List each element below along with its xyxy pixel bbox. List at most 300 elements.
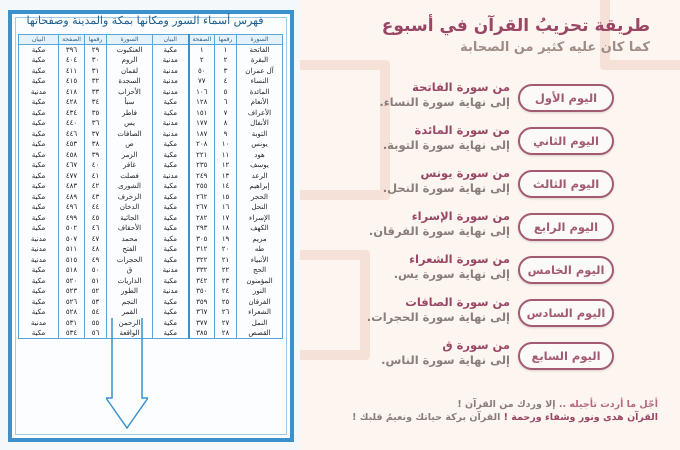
- surah-number-cell: ١٩: [215, 234, 237, 245]
- surah-page-cell: ٤١٥: [59, 76, 85, 87]
- surah-type-cell: مدنية: [153, 265, 189, 276]
- range-to: إلى نهاية سورة الناس.: [381, 353, 510, 367]
- surah-name-cell: ص: [107, 139, 153, 150]
- surah-name-cell: الصافات: [107, 129, 153, 140]
- surah-type-cell: مكية: [19, 265, 59, 276]
- surah-type-cell: مكية: [153, 181, 189, 192]
- range-from: من سورة المائدة: [414, 123, 510, 137]
- surah-page-cell: ١٢٨: [189, 97, 215, 108]
- surah-type-cell: مكية: [19, 55, 59, 66]
- surah-type-cell: مدنية: [19, 87, 59, 98]
- surah-name-cell: الروم: [107, 55, 153, 66]
- surah-name-cell: المؤمنون: [237, 276, 283, 287]
- surah-number-cell: ٤: [215, 76, 237, 87]
- footer-line-2a: القرآن هدى ونور وشفاء ورحمة !: [503, 412, 658, 423]
- surah-type-cell: مدنية: [153, 66, 189, 77]
- surah-page-cell: ٢: [189, 55, 215, 66]
- table-row: [19, 192, 283, 203]
- table-row: [19, 139, 283, 150]
- surah-page-cell: ٣٥٠: [189, 286, 215, 297]
- surah-name-cell: البقرة: [237, 55, 283, 66]
- surah-type-cell: مكية: [19, 97, 59, 108]
- surah-type-cell: مكية: [153, 150, 189, 161]
- surah-name-cell: الفاتحة: [237, 45, 283, 56]
- surah-number-cell: ٥: [215, 87, 237, 98]
- surah-number-cell: ١٣: [215, 171, 237, 182]
- surah-number-cell: ٤٧: [85, 234, 107, 245]
- surah-number-cell: ٤٠: [85, 160, 107, 171]
- surah-number-cell: ٤٦: [85, 223, 107, 234]
- surah-type-cell: مكية: [153, 223, 189, 234]
- surah-name-cell: الجاثية: [107, 213, 153, 224]
- header-page: الصفحة: [59, 35, 85, 45]
- surah-number-cell: ٣٩: [85, 150, 107, 161]
- surah-name-cell: غافر: [107, 160, 153, 171]
- surah-page-cell: ١٠٦: [189, 87, 215, 98]
- surah-number-cell: ٢٠: [215, 244, 237, 255]
- surah-number-cell: ١٤: [215, 181, 237, 192]
- surah-type-cell: مكية: [19, 76, 59, 87]
- surah-number-cell: ٢٥: [215, 297, 237, 308]
- surah-name-cell: الذاريات: [107, 276, 153, 287]
- surah-number-cell: ١٢: [215, 160, 237, 171]
- surah-type-cell: مدنية: [153, 129, 189, 140]
- surah-page-cell: ٢٠٨: [189, 139, 215, 150]
- surah-name-cell: الأعراف: [237, 108, 283, 119]
- surah-page-cell: ١٧٧: [189, 118, 215, 129]
- surah-type-cell: مكية: [153, 45, 189, 56]
- surah-type-cell: مكية: [19, 66, 59, 77]
- surah-page-cell: ٢٣٥: [189, 160, 215, 171]
- surah-page-cell: ٥٢٣: [59, 286, 85, 297]
- header-type: البيان: [153, 35, 189, 45]
- surah-number-cell: ٥٦: [85, 328, 107, 339]
- surah-name-cell: القمر: [107, 307, 153, 318]
- surah-name-cell: العنكبوت: [107, 45, 153, 56]
- surah-type-cell: مدنية: [153, 87, 189, 98]
- range-from: من سورة الإسراء: [411, 209, 510, 223]
- footer-line-1: [318, 398, 658, 411]
- day-range-text: [330, 166, 510, 196]
- surah-page-cell: ٣٤٢: [189, 276, 215, 287]
- surah-name-cell: آل عمران: [237, 66, 283, 77]
- surah-type-cell: مكية: [153, 202, 189, 213]
- surah-type-cell: مكية: [19, 150, 59, 161]
- surah-type-cell: مكية: [153, 276, 189, 287]
- surah-name-cell: التوبة: [237, 129, 283, 140]
- index-title: فهرس أسماء السور ومكانها بمكة والمدينة وصفحاتها: [26, 14, 264, 27]
- weekly-plan-panel: [300, 0, 680, 450]
- surah-type-cell: مكية: [19, 328, 59, 339]
- surah-page-cell: ٧٧: [189, 76, 215, 87]
- surah-page-cell: ٤٩٩: [59, 213, 85, 224]
- surah-number-cell: ١٠: [215, 139, 237, 150]
- surah-type-cell: مكية: [153, 307, 189, 318]
- table-row: [19, 223, 283, 234]
- surah-page-cell: ٣٠٥: [189, 234, 215, 245]
- surah-type-cell: مكية: [153, 108, 189, 119]
- surah-number-cell: ٢٢: [215, 265, 237, 276]
- surah-name-cell: السجدة: [107, 76, 153, 87]
- range-to: إلى نهاية سورة الفرقان.: [368, 224, 510, 238]
- surah-page-cell: ٢٦٢: [189, 192, 215, 203]
- surah-type-cell: مكية: [19, 139, 59, 150]
- table-row: [19, 181, 283, 192]
- surah-number-cell: ٣٥: [85, 108, 107, 119]
- surah-number-cell: ٣٠: [85, 55, 107, 66]
- surah-type-cell: مكية: [19, 192, 59, 203]
- surah-name-cell: المائدة: [237, 87, 283, 98]
- surah-number-cell: ٢٨: [215, 328, 237, 339]
- surah-number-cell: ٢٤: [215, 286, 237, 297]
- day-range-text: [330, 252, 510, 282]
- surah-name-cell: الرحمن: [107, 318, 153, 329]
- surah-name-cell: لقمان: [107, 66, 153, 77]
- surah-number-cell: ٣١: [85, 66, 107, 77]
- surah-page-cell: ١٥١: [189, 108, 215, 119]
- surah-name-cell: محمد: [107, 234, 153, 245]
- surah-page-cell: ٤٥٣: [59, 139, 85, 150]
- table-row: [19, 87, 283, 98]
- surah-type-cell: مكية: [153, 97, 189, 108]
- surah-page-cell: ١: [189, 45, 215, 56]
- table-row: [19, 234, 283, 245]
- footer-line-1b: إلا وردك من القرآن !: [457, 399, 556, 410]
- surah-number-cell: ٦: [215, 97, 237, 108]
- surah-number-cell: ٢٦: [215, 307, 237, 318]
- surah-page-cell: ٣٥٩: [189, 297, 215, 308]
- surah-page-cell: ٤٨٣: [59, 181, 85, 192]
- surah-name-cell: الأنبياء: [237, 255, 283, 266]
- surah-page-cell: ٤٦٧: [59, 160, 85, 171]
- surah-number-cell: ٤٢: [85, 181, 107, 192]
- footer-line-2b: القرآن بركة حياتك ونعيمُ قلبك !: [352, 412, 501, 423]
- table-row: [19, 244, 283, 255]
- surah-name-cell: القصص: [237, 328, 283, 339]
- table-header-row: [19, 35, 283, 45]
- surah-number-cell: ٥٣: [85, 297, 107, 308]
- range-from: من سورة الشعراء: [409, 252, 510, 266]
- surah-name-cell: يس: [107, 118, 153, 129]
- footer-note: [318, 398, 658, 424]
- range-from: من سورة الفاتحة: [412, 80, 510, 94]
- surah-page-cell: ٣٨٥: [189, 328, 215, 339]
- table-row: [19, 76, 283, 87]
- day-range-text: [330, 295, 510, 325]
- surah-number-cell: ١٦: [215, 202, 237, 213]
- day-range-text: [330, 80, 510, 110]
- surah-page-cell: ٢٢١: [189, 150, 215, 161]
- surah-type-cell: مكية: [19, 286, 59, 297]
- surah-number-cell: ٤٣: [85, 192, 107, 203]
- surah-type-cell: مكية: [19, 108, 59, 119]
- surah-type-cell: مكية: [153, 328, 189, 339]
- header-number: رقمها: [85, 35, 107, 45]
- table-row: [19, 97, 283, 108]
- day-row: [300, 80, 680, 120]
- surah-name-cell: النجم: [107, 297, 153, 308]
- surah-number-cell: ٤٥: [85, 213, 107, 224]
- surah-number-cell: ٧: [215, 108, 237, 119]
- surah-page-cell: ٣٣٢: [189, 265, 215, 276]
- surah-number-cell: ٢: [215, 55, 237, 66]
- surah-page-cell: ٥٢٦: [59, 297, 85, 308]
- day-range-text: [330, 123, 510, 153]
- day-badge: اليوم الأول: [518, 84, 614, 112]
- surah-page-cell: ٢٨٢: [189, 213, 215, 224]
- surah-number-cell: ٣٢: [85, 76, 107, 87]
- page-title: طريقة تحزيبُ القرآن في أسبوع: [381, 16, 650, 36]
- surah-page-cell: ٤٥٨: [59, 150, 85, 161]
- table-row: [19, 118, 283, 129]
- surah-type-cell: مدنية: [19, 244, 59, 255]
- surah-index-table: [18, 34, 283, 339]
- surah-number-cell: ٨: [215, 118, 237, 129]
- surah-name-cell: الكهف: [237, 223, 283, 234]
- table-row: [19, 307, 283, 318]
- day-range-text: [330, 338, 510, 368]
- surah-number-cell: ٢١: [215, 255, 237, 266]
- surah-type-cell: مدنية: [153, 171, 189, 182]
- table-row: [19, 297, 283, 308]
- table-row: [19, 328, 283, 339]
- surah-type-cell: مدنية: [153, 76, 189, 87]
- table-row: [19, 286, 283, 297]
- surah-page-cell: ٥٠: [189, 66, 215, 77]
- header-number: رقمها: [215, 35, 237, 45]
- surah-name-cell: يونس: [237, 139, 283, 150]
- day-badge: اليوم الثالث: [518, 170, 614, 198]
- surah-type-cell: مدنية: [153, 286, 189, 297]
- surah-type-cell: مكية: [153, 255, 189, 266]
- surah-name-cell: الرعد: [237, 171, 283, 182]
- surah-page-cell: ٥٠٧: [59, 234, 85, 245]
- day-row: [300, 166, 680, 206]
- surah-number-cell: ٤٤: [85, 202, 107, 213]
- table-row: [19, 66, 283, 77]
- surah-number-cell: ٥٤: [85, 307, 107, 318]
- surah-name-cell: الأنفال: [237, 118, 283, 129]
- surah-page-cell: ٥٠٢: [59, 223, 85, 234]
- surah-page-cell: ٤١١: [59, 66, 85, 77]
- surah-type-cell: مكية: [153, 213, 189, 224]
- table-row: [19, 160, 283, 171]
- surah-type-cell: مدنية: [153, 55, 189, 66]
- surah-name-cell: الزخرف: [107, 192, 153, 203]
- surah-page-cell: ٢٩٣: [189, 223, 215, 234]
- surah-page-cell: ٥١٥: [59, 255, 85, 266]
- day-range-text: [330, 209, 510, 239]
- surah-name-cell: الإسراء: [237, 213, 283, 224]
- footer-line-2: [318, 411, 658, 424]
- range-to: إلى نهاية سورة النساء.: [379, 95, 510, 109]
- range-to: إلى نهاية سورة النحل.: [382, 181, 510, 195]
- table-row: [19, 150, 283, 161]
- day-row: [300, 338, 680, 378]
- surah-page-cell: ٤٧٧: [59, 171, 85, 182]
- table-row: [19, 171, 283, 182]
- surah-number-cell: ٥٠: [85, 265, 107, 276]
- surah-name-cell: الشورى: [107, 181, 153, 192]
- surah-page-cell: ٣٩٦: [59, 45, 85, 56]
- surah-number-cell: ٥٥: [85, 318, 107, 329]
- surah-type-cell: مدنية: [19, 318, 59, 329]
- surah-number-cell: ٤١: [85, 171, 107, 182]
- surah-number-cell: ٣٨: [85, 139, 107, 150]
- table-row: [19, 55, 283, 66]
- surah-name-cell: الدخان: [107, 202, 153, 213]
- surah-number-cell: ٣٧: [85, 129, 107, 140]
- surah-type-cell: مكية: [19, 307, 59, 318]
- surah-type-cell: مكية: [19, 45, 59, 56]
- surah-page-cell: ٤٩٦: [59, 202, 85, 213]
- surah-page-cell: ٥١١: [59, 244, 85, 255]
- surah-name-cell: طه: [237, 244, 283, 255]
- surah-type-cell: مدنية: [153, 118, 189, 129]
- surah-type-cell: مكية: [19, 202, 59, 213]
- surah-type-cell: مكية: [19, 129, 59, 140]
- surah-type-cell: مكية: [19, 223, 59, 234]
- surah-number-cell: ١٥: [215, 192, 237, 203]
- range-from: من سورة ق: [442, 338, 510, 352]
- day-badge: اليوم السادس: [518, 299, 614, 327]
- surah-number-cell: ١٨: [215, 223, 237, 234]
- surah-name-cell: فصلت: [107, 171, 153, 182]
- range-to: إلى نهاية سورة يس.: [393, 267, 510, 281]
- day-row: [300, 123, 680, 163]
- surah-name-cell: فاطر: [107, 108, 153, 119]
- surah-name-cell: مريم: [237, 234, 283, 245]
- surah-type-cell: مكية: [19, 213, 59, 224]
- table-row: [19, 129, 283, 140]
- footer-line-1a: أجّل ما أردت تأجيله ..: [558, 399, 658, 410]
- table-row: [19, 45, 283, 56]
- surah-name-cell: يوسف: [237, 160, 283, 171]
- day-badge: اليوم السابع: [518, 342, 614, 370]
- surah-index-panel: [0, 0, 300, 450]
- table-row: [19, 255, 283, 266]
- surah-type-cell: مكية: [153, 192, 189, 203]
- surah-page-cell: ٣٧٧: [189, 318, 215, 329]
- surah-name-cell: الحج: [237, 265, 283, 276]
- surah-type-cell: مدنية: [19, 255, 59, 266]
- surah-name-cell: هود: [237, 150, 283, 161]
- surah-number-cell: ٣٤: [85, 97, 107, 108]
- surah-number-cell: ٣: [215, 66, 237, 77]
- surah-name-cell: الأحقاف: [107, 223, 153, 234]
- surah-page-cell: ٤٨٩: [59, 192, 85, 203]
- surah-number-cell: ٥٢: [85, 286, 107, 297]
- surah-type-cell: مكية: [153, 297, 189, 308]
- header-surah: السورة: [237, 35, 283, 45]
- surah-page-cell: ٥٢٠: [59, 276, 85, 287]
- surah-name-cell: الشعراء: [237, 307, 283, 318]
- table-body: [19, 45, 283, 339]
- surah-number-cell: ١١: [215, 150, 237, 161]
- surah-name-cell: الفرقان: [237, 297, 283, 308]
- surah-name-cell: إبراهيم: [237, 181, 283, 192]
- surah-page-cell: ٢٥٥: [189, 181, 215, 192]
- surah-page-cell: ٣٢٢: [189, 255, 215, 266]
- surah-type-cell: مكية: [19, 118, 59, 129]
- table-row: [19, 213, 283, 224]
- surah-page-cell: ٣١٢: [189, 244, 215, 255]
- surah-number-cell: ٢٣: [215, 276, 237, 287]
- surah-type-cell: مكية: [19, 181, 59, 192]
- day-badge: اليوم الرابع: [518, 213, 614, 241]
- surah-page-cell: ١٨٧: [189, 129, 215, 140]
- surah-type-cell: مكية: [153, 139, 189, 150]
- surah-type-cell: مكية: [153, 234, 189, 245]
- day-row: [300, 252, 680, 292]
- surah-name-cell: الحجر: [237, 192, 283, 203]
- surah-number-cell: ٤٩: [85, 255, 107, 266]
- range-to: إلى نهاية سورة التوبة.: [382, 138, 510, 152]
- table-row: [19, 318, 283, 329]
- surah-number-cell: ١٧: [215, 213, 237, 224]
- surah-number-cell: ١: [215, 45, 237, 56]
- header-page: الصفحة: [189, 35, 215, 45]
- surah-name-cell: الحجرات: [107, 255, 153, 266]
- surah-number-cell: ٣٦: [85, 118, 107, 129]
- surah-name-cell: الزمر: [107, 150, 153, 161]
- day-badge: اليوم الثاني: [518, 127, 614, 155]
- surah-type-cell: مكية: [19, 160, 59, 171]
- surah-type-cell: مكية: [153, 160, 189, 171]
- surah-name-cell: النساء: [237, 76, 283, 87]
- surah-number-cell: ٥١: [85, 276, 107, 287]
- surah-page-cell: ٥١٨: [59, 265, 85, 276]
- surah-type-cell: مكية: [19, 171, 59, 182]
- surah-page-cell: ٥٣٤: [59, 328, 85, 339]
- surah-name-cell: سبأ: [107, 97, 153, 108]
- surah-name-cell: الأنعام: [237, 97, 283, 108]
- surah-name-cell: النمل: [237, 318, 283, 329]
- surah-type-cell: مكية: [153, 244, 189, 255]
- surah-number-cell: ٤٨: [85, 244, 107, 255]
- surah-type-cell: مكية: [153, 318, 189, 329]
- table-row: [19, 276, 283, 287]
- table-row: [19, 265, 283, 276]
- surah-number-cell: ٩: [215, 129, 237, 140]
- range-from: من سورة يونس: [420, 166, 510, 180]
- surah-page-cell: ٤٤٦: [59, 129, 85, 140]
- surah-name-cell: النور: [237, 286, 283, 297]
- surah-page-cell: ٥٣١: [59, 318, 85, 329]
- surah-name-cell: الأحزاب: [107, 87, 153, 98]
- header-surah: السورة: [107, 35, 153, 45]
- day-row: [300, 295, 680, 335]
- surah-number-cell: ٢٩: [85, 45, 107, 56]
- surah-name-cell: الطور: [107, 286, 153, 297]
- surah-type-cell: مكية: [19, 297, 59, 308]
- surah-page-cell: ٥٢٨: [59, 307, 85, 318]
- range-to: إلى نهاية سورة الحجرات.: [366, 310, 510, 324]
- surah-type-cell: مدنية: [19, 234, 59, 245]
- day-row: [300, 209, 680, 249]
- surah-name-cell: ق: [107, 265, 153, 276]
- range-from: من سورة الصافات: [405, 295, 510, 309]
- surah-page-cell: ٤٢٨: [59, 97, 85, 108]
- surah-name-cell: النحل: [237, 202, 283, 213]
- surah-number-cell: ٢٧: [215, 318, 237, 329]
- surah-type-cell: مكية: [19, 276, 59, 287]
- page-subtitle: كما كان عليه كثير من الصحابة: [460, 40, 650, 55]
- surah-page-cell: ٢٦٧: [189, 202, 215, 213]
- surah-page-cell: ٤٣٤: [59, 108, 85, 119]
- surah-page-cell: ٤٤٠: [59, 118, 85, 129]
- table-row: [19, 108, 283, 119]
